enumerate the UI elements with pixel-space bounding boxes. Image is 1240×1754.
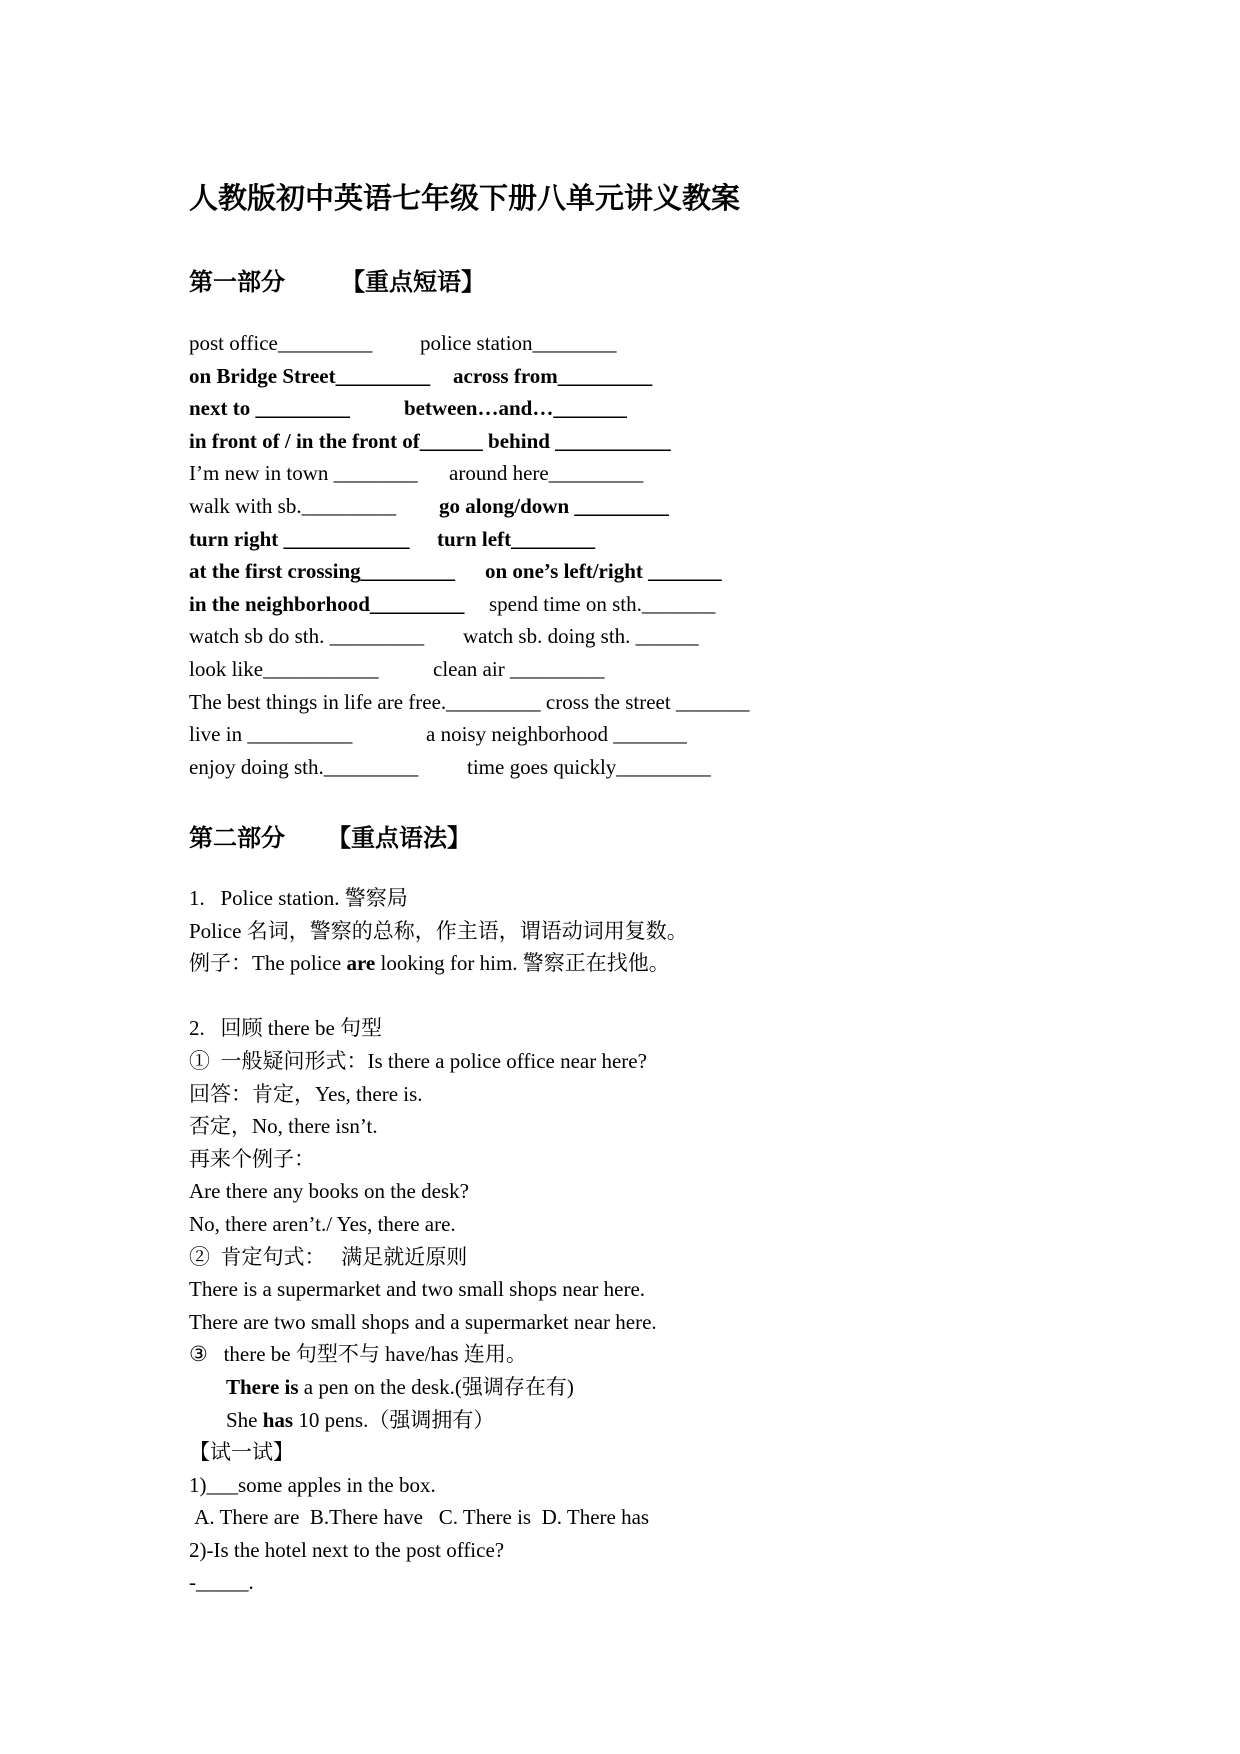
spacer <box>189 980 688 1013</box>
grammar-example: There is a supermarket and two small shops near here. <box>189 1277 646 1302</box>
exercise-options: A. There are B.There have C. There is D. There has <box>189 1505 650 1530</box>
phrase-item: time goes quickly_________ <box>467 754 711 779</box>
grammar-example: 否定，No, there isn’t. <box>189 1114 378 1139</box>
phrase-item: post office_________ <box>189 331 373 355</box>
phrase-item: a noisy neighborhood _______ <box>426 722 687 747</box>
phrase-item: at the first crossing_________ <box>189 559 456 584</box>
grammar-example: No, there aren’t./ Yes, there are. <box>189 1211 456 1236</box>
exercise-question: 1)___some apples in the box. <box>189 1472 436 1497</box>
grammar-example: There are two small shops and a supermarket near here. <box>189 1309 657 1334</box>
phrase-item: around here_________ <box>449 461 644 486</box>
section-heading-phrases <box>189 262 485 297</box>
phrase-item: across from_________ <box>453 363 653 388</box>
grammar-rule: ② 肯定句式： 满足就近原则 <box>189 1244 468 1269</box>
phrase-item: between…and…_______ <box>404 396 627 421</box>
section-heading-grammar <box>189 818 471 853</box>
section-label: 第一部分 <box>189 270 285 296</box>
grammar-example: Are there any books on the desk? <box>189 1179 469 1204</box>
grammar-note: Police 名词，警察的总称，作主语，谓语动词用复数。 <box>189 918 688 943</box>
grammar-item-heading: 2. 回顾 there be 句型 <box>189 1016 383 1041</box>
phrase-item: clean air _________ <box>433 656 605 681</box>
grammar-rule: ③ there be 句型不与 have/has 连用。 <box>189 1342 527 1367</box>
phrase-item: walk with sb._________ <box>189 493 397 518</box>
grammar-example: 例子：The police are looking for him. 警察正在找他。 <box>189 951 670 976</box>
phrase-item: on Bridge Street_________ <box>189 363 431 388</box>
phrase-item: next to _________ <box>189 396 350 421</box>
exercise-label: 【试一试】 <box>189 1440 294 1465</box>
phrase-item: turn left________ <box>437 526 596 551</box>
phrase-item: in front of / in the front of______ behind ___________ <box>189 428 671 453</box>
section-label: 第二部分 <box>189 826 285 852</box>
grammar-example: There is a pen on the desk.(强调存在有) <box>226 1374 574 1399</box>
phrase-item: watch sb do sth. _________ <box>189 624 425 649</box>
exercise-question: 2)-Is the hotel next to the post office? <box>189 1537 505 1562</box>
phrase-item: on one’s left/right _______ <box>485 559 722 584</box>
phrase-item: police station________ <box>420 331 617 355</box>
grammar-example: 回答：肯定，Yes, there is. <box>189 1081 423 1106</box>
document-title: 人教版初中英语七年级下册八单元讲义教案 <box>189 183 741 215</box>
phrase-item: look like___________ <box>189 656 379 681</box>
section-tag: 【重点短语】 <box>341 270 485 296</box>
phrase-item: go along/down _________ <box>439 493 669 518</box>
phrase-item: turn right ____________ <box>189 526 410 551</box>
phrase-item: in the neighborhood_________ <box>189 591 465 616</box>
phrase-item: watch sb. doing sth. ______ <box>463 624 699 649</box>
phrase-item: enjoy doing sth._________ <box>189 754 419 779</box>
grammar-note: 再来个例子： <box>189 1146 315 1171</box>
grammar-section <box>189 882 688 1599</box>
exercise-answer-blank: -_____. <box>189 1570 254 1595</box>
phrase-item: The best things in life are free._________ cross the street _______ <box>189 689 750 714</box>
grammar-example: She has 10 pens.（强调拥有） <box>226 1407 495 1432</box>
grammar-rule: ① 一般疑问形式：Is there a police office near here? <box>189 1048 647 1073</box>
phrase-item: spend time on sth._______ <box>489 591 716 616</box>
grammar-item-heading: 1. Police station. 警察局 <box>189 886 408 910</box>
phrase-item: I’m new in town ________ <box>189 461 418 486</box>
phrase-item: live in __________ <box>189 722 353 747</box>
section-tag: 【重点语法】 <box>327 826 471 852</box>
